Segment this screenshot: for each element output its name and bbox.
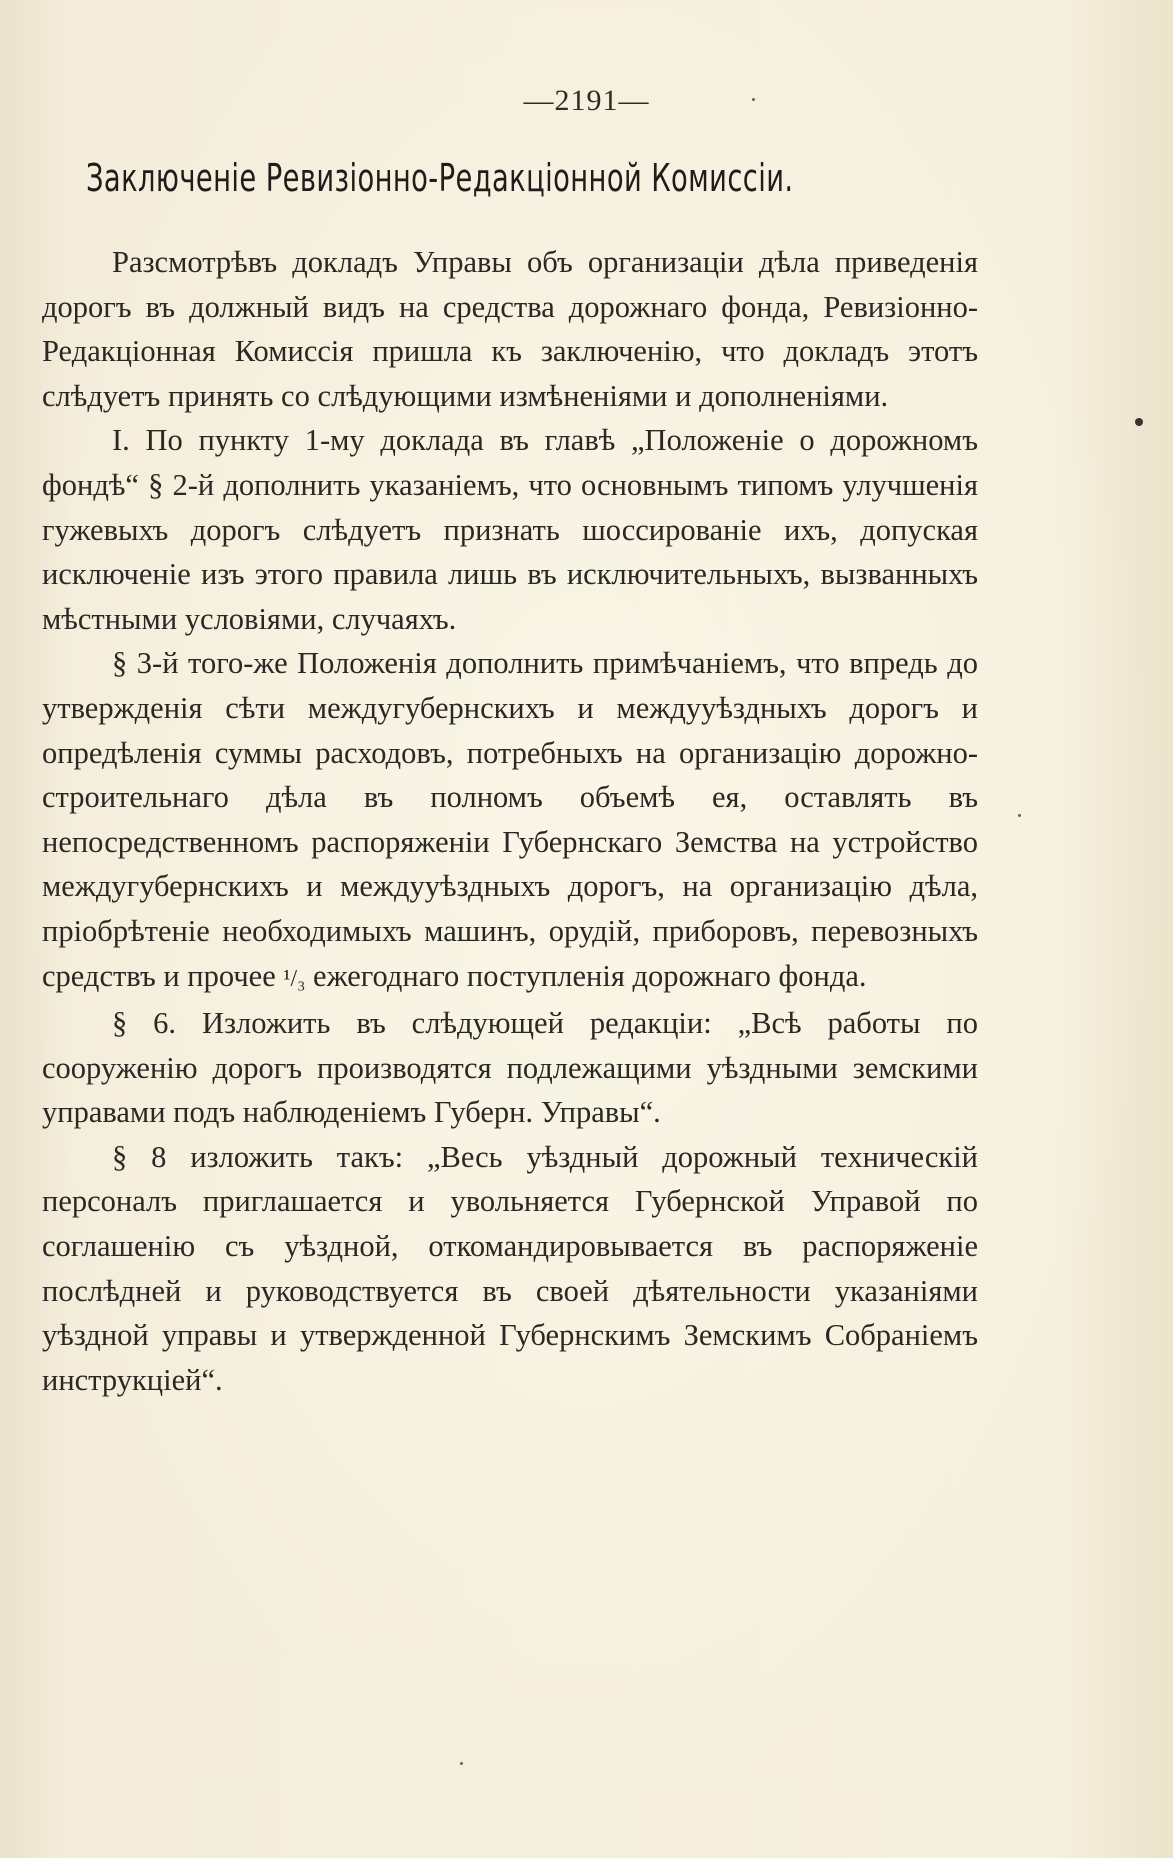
- fraction-one-third: ¹/₃: [283, 965, 306, 992]
- ink-speck: [460, 1762, 463, 1765]
- paragraph-section-8: § 8 изложить такъ: „Весь уѣздный дорожный техническій персоналъ приглашается и увольняется Губернской Управой по соглашенію съ уѣздной, откомандировывается въ распоряженіе послѣдней и руководствуется въ своей дѣятельности указаніями уѣздной управы и утвержденной Губернскимъ Земскимъ Собраніемъ инструкціей“.: [42, 1139, 978, 1397]
- paragraph-section-3-text: § 3-й того-же Положенія дополнить примѣчаніемъ, что впредь до утвержденія сѣти междугубернскихъ и междууѣздныхъ дорогъ и опредѣленія суммы расходовъ, потребныхъ на организацію дорожно-строительнаго дѣла въ полномъ объемѣ ея, оставлять въ непосредственномъ распоряженіи Губернскаго Земства на устройство междугубернскихъ и междууѣздныхъ дорогъ, на организацію дѣла, пріобрѣтеніе необходимыхъ машинъ, орудій, приборовъ, перевозныхъ средствъ и прочее: [42, 646, 978, 993]
- paragraph-section-6: § 6. Изложить въ слѣдующей редакціи: „Всѣ работы по сооруженію дорогъ производятся подлежащими уѣздными земскими управами подъ наблюденіемъ Губерн. Управы“.: [42, 1006, 978, 1130]
- ink-speck: [752, 98, 755, 101]
- section-title: Заключеніе Ревизіонно-Редакціонной Комиссіи.: [86, 156, 794, 200]
- body-text: [42, 240, 978, 1402]
- paragraph-point-1: I. По пункту 1-му доклада въ главѣ „Положеніе о дорожномъ фондѣ“ § 2-й дополнить указаніемъ, что основнымъ типомъ улучшенія гужевыхъ дорогъ слѣдуетъ признать шоссированіе ихъ, допуская исключеніе изъ этого правила лишь въ исключительныхъ, вызванныхъ мѣстными условіями, случаяхъ.: [42, 423, 978, 636]
- ink-speck: [1135, 418, 1143, 426]
- paragraph-section-3-tail: ежегоднаго поступленія дорожнаго фонда.: [313, 958, 867, 993]
- paragraph-intro: Разсмотрѣвъ докладъ Управы объ организаціи дѣла приведенія дорогъ въ должный видъ на средства дорожнаго фонда, Ревизіонно-Редакціонная Комиссія пришла къ заключенію, что докладъ этотъ слѣдуетъ принять со слѣдующими измѣненіями и дополненіями.: [42, 245, 978, 413]
- ink-speck: [1018, 814, 1021, 817]
- page-number: —2191—: [523, 84, 650, 117]
- paragraph-section-3: [42, 641, 978, 1001]
